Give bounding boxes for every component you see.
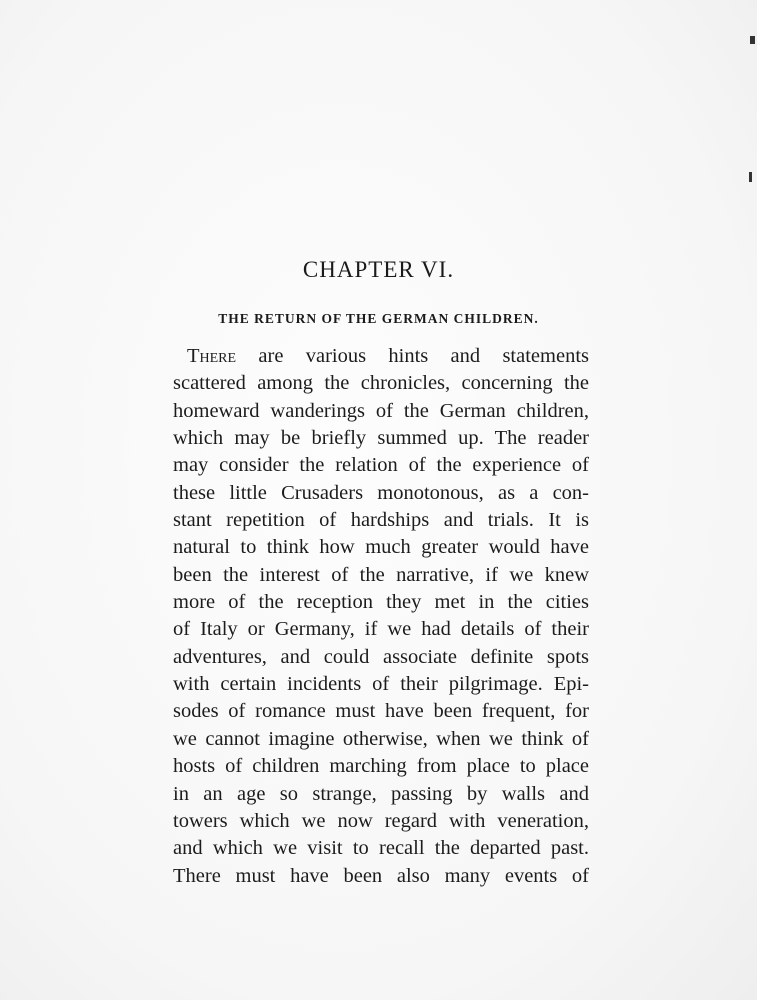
text-line: of Italy or Germany, if we had details of their — [173, 618, 589, 641]
scan-mark-right — [749, 172, 752, 182]
text-line: which may be briefly summed up. The reader — [173, 427, 589, 450]
text-line: homeward wanderings of the German children, — [173, 399, 589, 422]
text-line: towers which we now regard with veneration, — [173, 809, 589, 832]
text-line: with certain incidents of their pilgrimage. Epi- — [173, 673, 589, 696]
text-line: and which we visit to recall the departed past. — [173, 837, 589, 860]
scan-mark-top-right — [750, 36, 755, 44]
text-line: adventures, and could associate definite spots — [173, 645, 589, 668]
text-line: in an age so strange, passing by walls and — [173, 782, 589, 805]
text-line: sodes of romance must have been frequent, for — [173, 700, 589, 723]
text-line: may consider the relation of the experience of — [173, 454, 589, 477]
text-line: we cannot imagine otherwise, when we think of — [173, 727, 589, 750]
text-line: hosts of children marching from place to place — [173, 755, 589, 778]
text-line: these little Crusaders monotonous, as a con- — [173, 481, 589, 504]
text-line: been the interest of the narrative, if we knew — [173, 563, 589, 586]
chapter-subtitle: THE RETURN OF THE GERMAN CHILDREN. — [218, 311, 539, 326]
text-line: more of the reception they met in the cities — [173, 591, 589, 614]
text-line: There must have been also many events of — [173, 864, 589, 887]
text-line: stant repetition of hardships and trials. It is — [173, 509, 589, 532]
text-line: natural to think how much greater would have — [173, 536, 589, 559]
drop-first-word: There — [187, 345, 237, 367]
text-line: There are various hints and statements — [187, 345, 589, 367]
chapter-title: CHAPTER VI. — [302, 257, 455, 282]
text-line: scattered among the chronicles, concerning the — [173, 372, 589, 395]
chapter-body-paragraph — [173, 343, 589, 890]
